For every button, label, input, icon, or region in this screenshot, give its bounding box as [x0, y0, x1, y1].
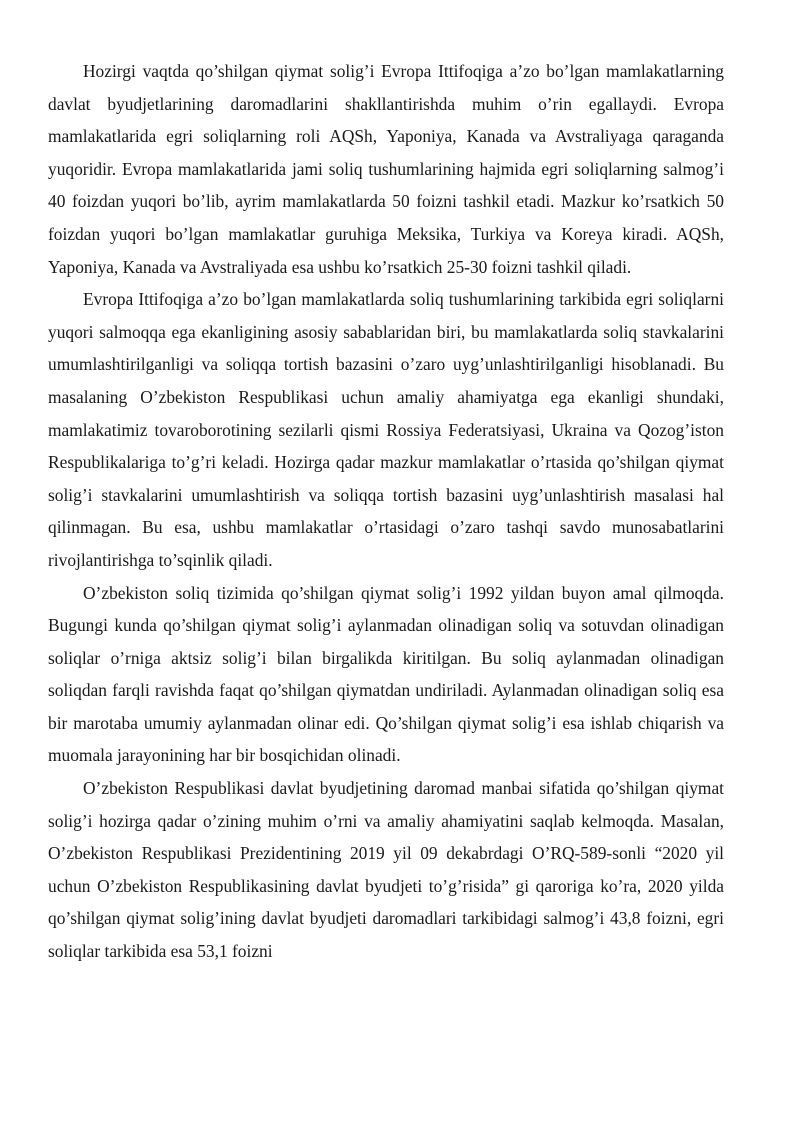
document-page [48, 55, 724, 968]
paragraph-3: O’zbekiston soliq tizimida qo’shilgan qiymat solig’i 1992 yildan buyon amal qilmoqda. Bugungi kunda qo’shilgan qiymat solig’i aylanmadan olinadigan soliq va sotuvdan olinadigan soliqlar o’rniga aktsiz solig’i bilan birgalikda kiritilgan. Bu soliq aylanmadan olinadigan soliqdan farqli ravishda faqat qo’shilgan qiymatdan undiriladi. Aylanmadan olinadigan soliq esa bir marotaba umumiy aylanmadan olinar edi. Qo’shilgan qiymat solig’i esa ishlab chiqarish va muomala jarayonining har bir bosqichidan olinadi. [48, 582, 724, 766]
paragraph-1: Hozirgi vaqtda qo’shilgan qiymat solig’i Evropa Ittifoqiga a’zo bo’lgan mamlakatlarning davlat byudjetlarining daromadlarini shakllantirishda muhim o’rin egallaydi. Evropa mamlakatlarida egri soliqlarning roli AQSh, Yaponiya, Kanada va Avstraliyaga qaraganda yuqoridir. Evropa mamlakatlarida jami soliq tushumlarining hajmida egri soliqlarning salmog’i 40 foizdan yuqori bo’lib, ayrim mamlakatlarda 50 foizni tashkil etadi. Mazkur ko’rsatkich 50 foizdan yuqori bo’lgan mamlakatlar guruhiga Meksika, Turkiya va Koreya kiradi. AQSh, Yaponiya, Kanada va Avstraliyada esa ushbu ko’rsatkich 25-30 foizni tashkil qiladi. [48, 61, 724, 277]
paragraph-2: Evropa Ittifoqiga a’zo bo’lgan mamlakatlarda soliq tushumlarining tarkibida egri soliqlarni yuqori salmoqqa ega ekanligining asosiy sabablaridan biri, bu mamlakatlarda soliq stavkalarini umumlashtirilganligi va soliqqa tortish bazasini o’zaro uyg’unlashtirilganligi hisoblanadi. Bu masalaning O’zbekiston Respublikasi uchun amaliy ahamiyatga ega ekanligi shundaki, mamlakatimiz tovaroborotining sezilarli qismi Rossiya Federatsiyasi, Ukraina va Qozog’iston Respublikalariga to’g’ri keladi. Hozirga qadar mazkur mamlakatlar o’rtasida qo’shilgan qiymat solig’i stavkalarini umumlashtirish va soliqqa tortish bazasini uyg’unlashtirish masalasi hal qilinmagan. Bu esa, ushbu mamlakatlar o’rtasidagi o’zaro tashqi savdo munosabatlarini rivojlantirishga to’sqinlik qiladi. [48, 289, 724, 570]
paragraph-4: O’zbekiston Respublikasi davlat byudjetining daromad manbai sifatida qo’shilgan qiymat solig’i hozirga qadar o’zining muhim o’rni va amaliy ahamiyatini saqlab kelmoqda. Masalan, O’zbekiston Respublikasi Prezidentining 2019 yil 09 dekabrdagi O’RQ-589-sonli “2020 yil uchun O’zbekiston Respublikasining davlat byudjeti to’g’risida” gi qaroriga ko’ra, 2020 yilda qo’shilgan qiymat solig’ining davlat byudjeti daromadlari tarkibidagi salmog’i 43,8 foizni, egri soliqlar tarkibida esa 53,1 foizni [48, 778, 724, 962]
